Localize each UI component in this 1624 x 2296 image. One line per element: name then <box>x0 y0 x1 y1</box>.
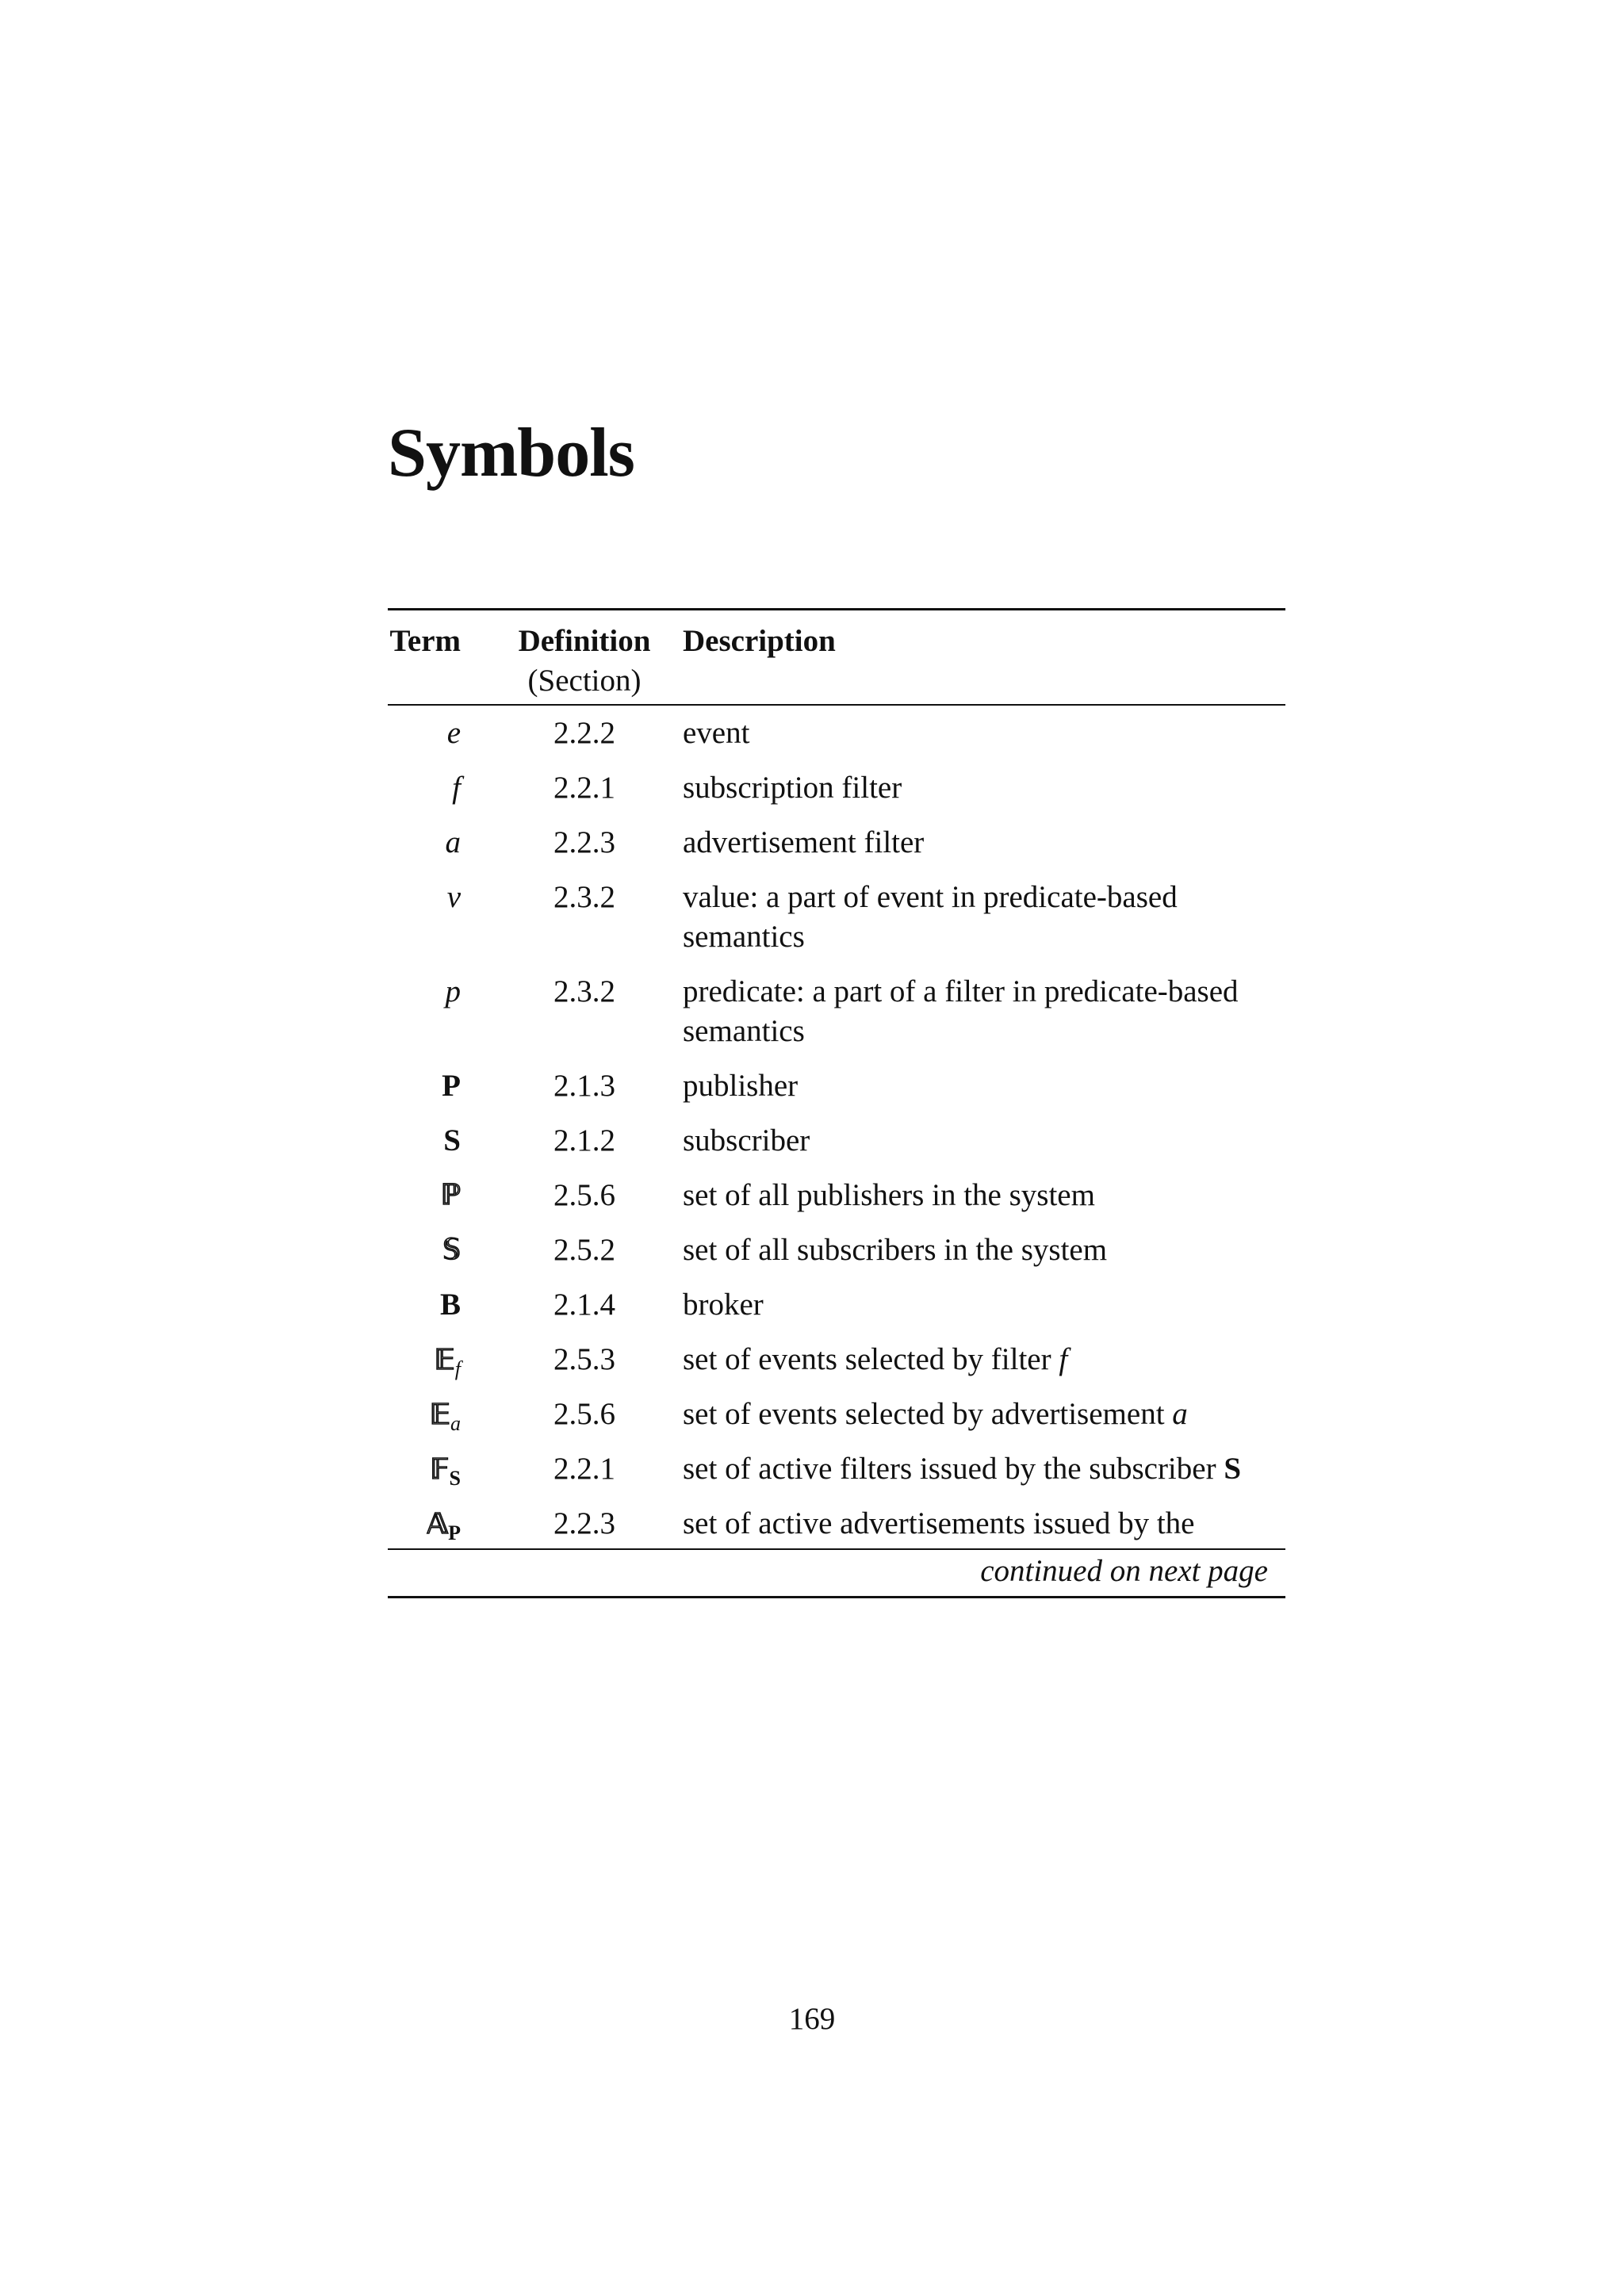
description-cell <box>683 1449 1277 1489</box>
description-cell <box>683 1340 1277 1380</box>
term-symbol: 𝔽 <box>430 1453 450 1486</box>
section-cell: 2.2.1 <box>553 1452 615 1486</box>
section-cell: 2.2.2 <box>553 716 615 750</box>
section-cell: 2.5.3 <box>553 1342 615 1376</box>
term-cell <box>427 1504 461 1547</box>
header-section-label: (Section) <box>527 664 642 698</box>
table-row <box>388 1121 1285 1176</box>
description-line: value: a part of event in predicate-based <box>683 880 1178 914</box>
description-symbol: f <box>1059 1342 1068 1376</box>
term-symbol: 𝔼 <box>434 1344 455 1376</box>
table-row <box>388 1066 1285 1121</box>
page-title: Symbols <box>388 415 634 492</box>
description-cell: broker <box>683 1288 764 1322</box>
term-symbol: 𝔼 <box>429 1399 450 1431</box>
table-row <box>388 1230 1285 1285</box>
table-header <box>388 610 1285 704</box>
term-cell: v <box>446 880 461 914</box>
term-cell <box>430 1449 461 1492</box>
description-cell: event <box>683 716 750 750</box>
term-symbol: 𝔸 <box>427 1508 449 1540</box>
description-cell: publisher <box>683 1069 799 1103</box>
term-cell <box>430 1395 461 1437</box>
term-cell: B <box>439 1288 461 1322</box>
section-cell: 2.5.6 <box>553 1397 615 1431</box>
header-definition-label: Definition <box>518 624 651 658</box>
description-cell: advertisement filter <box>683 825 925 859</box>
description-text: set of events selected by filter <box>683 1342 1051 1376</box>
term-cell: S <box>443 1123 461 1158</box>
section-cell: 2.1.3 <box>553 1069 615 1103</box>
term-cell: f <box>452 771 461 805</box>
description-text: set of events selected by advertisement <box>683 1397 1165 1431</box>
term-subscript: a <box>450 1412 461 1435</box>
section-cell: 2.3.2 <box>553 880 615 914</box>
term-cell: e <box>446 716 461 750</box>
table-row <box>388 878 1285 972</box>
term-cell <box>435 1340 462 1383</box>
description-symbol: a <box>1172 1397 1188 1431</box>
description-symbol: S <box>1224 1452 1242 1486</box>
header-term: Term <box>389 624 461 658</box>
description-cell: subscription filter <box>683 771 902 805</box>
term-cell: a <box>445 825 461 859</box>
header-description: Description <box>683 624 836 658</box>
section-cell: 2.1.4 <box>553 1288 615 1322</box>
term-cell: P <box>442 1069 461 1103</box>
section-cell: 2.2.3 <box>553 1506 615 1540</box>
description-cell: subscriber <box>683 1123 810 1158</box>
term-cell: p <box>445 974 461 1008</box>
section-cell: 2.2.3 <box>553 825 615 859</box>
continued-text: continued on next page <box>980 1554 1268 1588</box>
description-text: set of active filters issued by the subscriber <box>683 1452 1216 1486</box>
term-cell: ℙ <box>440 1179 461 1211</box>
header-definition <box>481 622 688 701</box>
section-cell: 2.1.2 <box>553 1123 615 1158</box>
symbols-table <box>388 608 1285 1598</box>
section-cell: 2.2.1 <box>553 771 615 805</box>
page-number: 169 <box>788 2002 836 2036</box>
table-row <box>388 1285 1285 1340</box>
table-row <box>388 768 1285 823</box>
table-row <box>388 823 1285 878</box>
description-line: predicate: a part of a filter in predicate-based <box>683 974 1239 1008</box>
description-cell: set of active advertisements issued by the <box>683 1506 1195 1540</box>
description-cell <box>683 972 1277 1051</box>
table-row <box>388 972 1285 1066</box>
section-cell: 2.5.2 <box>553 1233 615 1267</box>
term-subscript: P <box>448 1521 461 1544</box>
term-subscript: f <box>454 1357 461 1380</box>
description-line: semantics <box>683 920 805 954</box>
table-row <box>388 1176 1285 1230</box>
table-row <box>388 714 1285 768</box>
table-row <box>388 1504 1285 1548</box>
description-cell <box>683 878 1277 957</box>
description-cell: set of all publishers in the system <box>683 1178 1095 1212</box>
table-row <box>388 1340 1285 1395</box>
description-cell: set of all subscribers in the system <box>683 1233 1108 1267</box>
continued-note <box>388 1550 1285 1596</box>
table-row <box>388 1449 1285 1504</box>
term-subscript: S <box>449 1467 461 1490</box>
description-line: semantics <box>683 1014 805 1048</box>
section-cell: 2.5.6 <box>553 1178 615 1212</box>
description-cell <box>683 1395 1277 1434</box>
table-final-rule <box>388 1596 1285 1598</box>
section-cell: 2.3.2 <box>553 974 615 1008</box>
table-row <box>388 1395 1285 1449</box>
term-cell: 𝕊 <box>442 1234 461 1266</box>
